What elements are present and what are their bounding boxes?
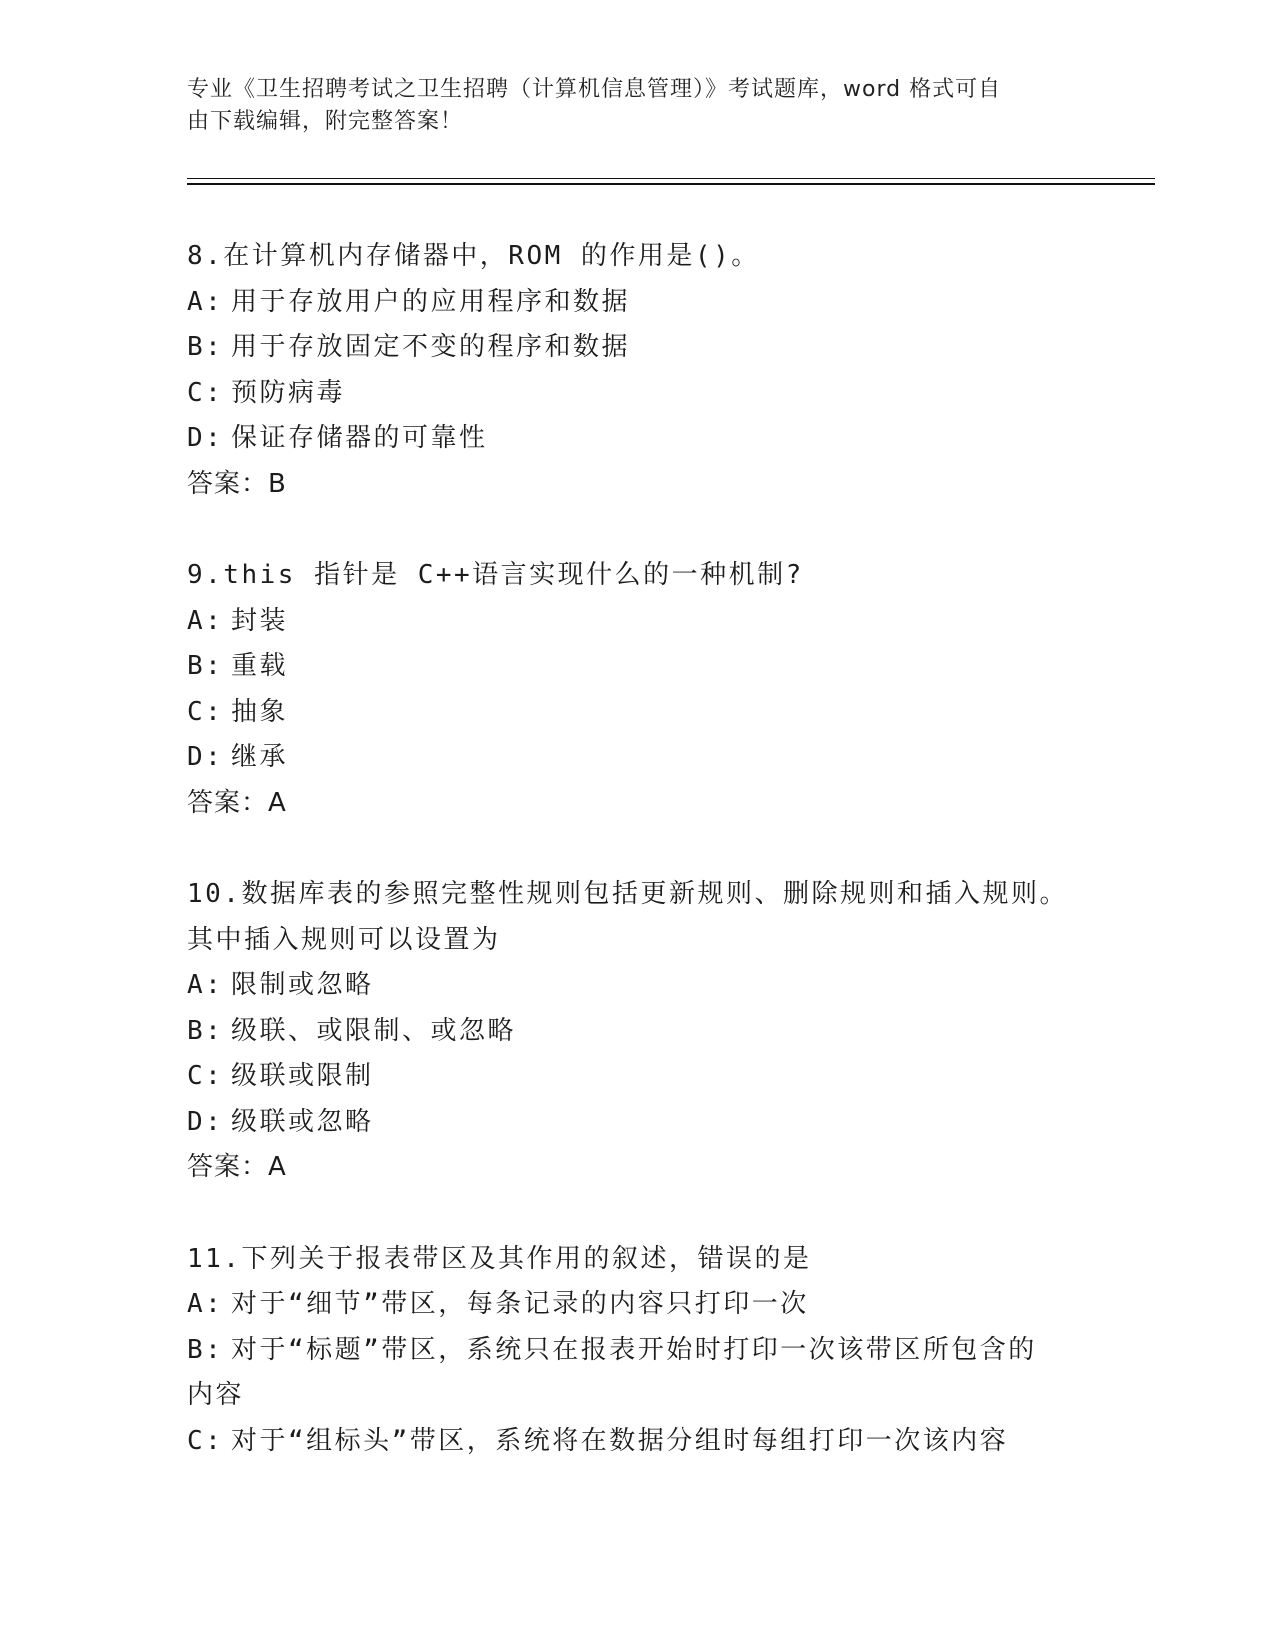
header-divider-thick xyxy=(187,183,1155,185)
option-b xyxy=(187,1328,1087,1374)
option-text: 重载 xyxy=(231,651,289,681)
question-8 xyxy=(187,234,1087,507)
question-10 xyxy=(187,872,1087,1191)
option-letter: C: xyxy=(187,377,224,408)
question-text: 10.数据库表的参照完整性规则包括更新规则、删除规则和插入规则。 xyxy=(187,879,1068,909)
question-11 xyxy=(187,1237,1087,1465)
option-text: 对于“细节”带区，每条记录的内容只打印一次 xyxy=(231,1289,809,1319)
option-text: 继承 xyxy=(231,742,289,772)
option-b-continued xyxy=(187,1373,1087,1419)
option-letter: B: xyxy=(187,1334,224,1365)
option-b xyxy=(187,1009,1087,1055)
option-letter: D: xyxy=(187,1106,224,1137)
option-letter: A: xyxy=(187,1289,224,1319)
option-c xyxy=(187,1054,1087,1100)
option-text: 级联、或限制、或忽略 xyxy=(231,1015,517,1046)
option-text: 级联或忽略 xyxy=(231,1106,374,1137)
option-letter: A: xyxy=(187,286,224,317)
option-letter: C: xyxy=(187,696,224,727)
option-letter: D: xyxy=(187,423,224,453)
option-letter: A: xyxy=(187,970,224,1000)
option-c xyxy=(187,371,1087,417)
option-text: 用于存放固定不变的程序和数据 xyxy=(231,332,631,362)
option-letter: C: xyxy=(187,1425,224,1456)
option-text: 用于存放用户的应用程序和数据 xyxy=(231,286,631,317)
option-text: 对于“标题”带区，系统只在报表开始时打印一次该带区所包含的 xyxy=(231,1334,1037,1365)
option-d xyxy=(187,416,1087,462)
question-9 xyxy=(187,553,1087,826)
option-a xyxy=(187,599,1087,645)
answer-line: 答案：B xyxy=(187,468,287,499)
option-letter: B: xyxy=(187,1015,224,1046)
option-text: 级联或限制 xyxy=(231,1061,374,1091)
option-text: 预防病毒 xyxy=(231,377,346,408)
option-text: 限制或忽略 xyxy=(231,970,374,1000)
option-text: 内容 xyxy=(187,1380,245,1410)
option-letter: B: xyxy=(187,332,224,362)
answer-line: 答案：A xyxy=(187,787,287,818)
option-d xyxy=(187,1100,1087,1146)
option-text: 对于“组标头”带区，系统将在数据分组时每组打印一次该内容 xyxy=(231,1425,1009,1456)
option-text: 封装 xyxy=(231,605,289,636)
answer-line: 答案：A xyxy=(187,1152,287,1182)
option-c xyxy=(187,690,1087,736)
header-divider-thin xyxy=(187,178,1155,179)
option-c xyxy=(187,1419,1087,1465)
option-letter: D: xyxy=(187,742,224,772)
option-a xyxy=(187,1282,1087,1328)
question-text: 11.下列关于报表带区及其作用的叙述，错误的是 xyxy=(187,1243,812,1274)
option-b xyxy=(187,644,1087,690)
option-letter: C: xyxy=(187,1061,224,1091)
document-header xyxy=(187,74,1067,138)
header-line-1: 专业《卫生招聘考试之卫生招聘（计算机信息管理）》考试题库，word 格式可自 xyxy=(187,77,1002,102)
question-list xyxy=(187,234,1087,1510)
question-text: 9.this 指针是 C++语言实现什么的一种机制? xyxy=(187,560,804,590)
option-b xyxy=(187,325,1087,371)
question-text-continued: 其中插入规则可以设置为 xyxy=(187,924,501,955)
option-a xyxy=(187,280,1087,326)
option-letter: B: xyxy=(187,651,224,681)
option-d xyxy=(187,735,1087,781)
option-letter: A: xyxy=(187,605,224,636)
option-text: 保证存储器的可靠性 xyxy=(231,423,488,453)
option-a xyxy=(187,963,1087,1009)
header-line-2: 由下载编辑，附完整答案！ xyxy=(187,109,464,134)
question-text: 8.在计算机内存储器中，ROM 的作用是()。 xyxy=(187,241,760,271)
option-text: 抽象 xyxy=(231,696,289,727)
